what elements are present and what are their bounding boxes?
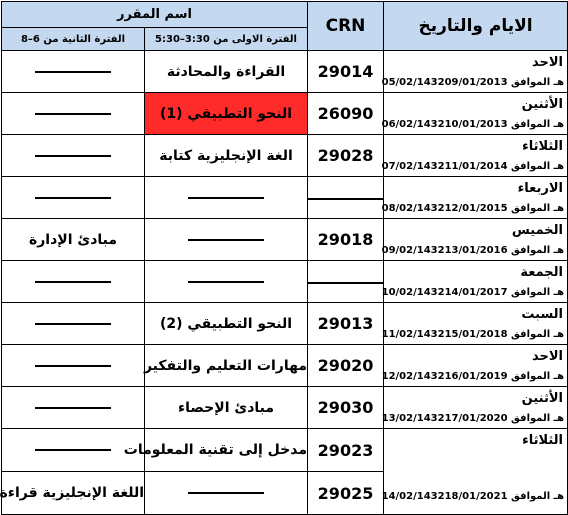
table-row [2, 261, 568, 303]
empty-dash [35, 155, 111, 157]
crn-cell: 29018 [308, 219, 384, 261]
day-date-cell [381, 219, 568, 261]
crn-cell: 29023 [308, 429, 384, 472]
empty-dash [35, 281, 111, 283]
header-crn: CRN [308, 2, 384, 51]
day-name: الاربعاء [517, 181, 564, 196]
period-1-course: القراءة والمحادثة [145, 51, 308, 93]
day-date: 12/02/1432هـ الموافق 16/01/2019 [381, 371, 565, 382]
day-date-cell [381, 135, 568, 177]
empty-dash [188, 492, 264, 494]
period-2-course [2, 261, 145, 303]
table-row [2, 135, 568, 177]
period-1-course [145, 177, 308, 219]
day-date: 10/02/1432هـ الموافق 14/01/2017 [381, 287, 565, 298]
day-date-cell [381, 303, 568, 345]
table-row [2, 345, 568, 387]
empty-dash [35, 365, 111, 367]
crn-cell: 29028 [308, 135, 384, 177]
period-2-course [2, 93, 145, 135]
day-name: الثلاثاء [522, 139, 564, 154]
day-name: الجمعة [520, 265, 564, 280]
day-date-cell [381, 345, 568, 387]
crn-cell [308, 177, 384, 219]
period-1-course: الغة الإنجليزية كتابة [145, 135, 308, 177]
period-1-course: مدخل إلى تقنية المعلومات [145, 429, 308, 472]
day-date-cell [381, 261, 568, 303]
day-date: 11/02/1432هـ الموافق 15/01/2018 [381, 329, 565, 340]
day-date: 14/02/1432هـ الموافق 18/01/2021 [381, 491, 565, 502]
period-2-course [2, 303, 145, 345]
table-row [2, 177, 568, 219]
empty-dash [308, 282, 384, 284]
period-1-course: النحو التطبيقي (1) [145, 93, 308, 135]
empty-dash [35, 323, 111, 325]
period-2-course [2, 135, 145, 177]
header-period-2: الفترة الثانية من 6–8 [2, 28, 145, 51]
empty-dash [188, 239, 264, 241]
day-name: السبت [521, 307, 564, 322]
period-2-course: مبادئ الإدارة [2, 219, 145, 261]
empty-dash [188, 281, 264, 283]
crn-cell: 26090 [308, 93, 384, 135]
period-1-course [145, 472, 308, 515]
crn-cell: 29014 [308, 51, 384, 93]
period-2-course: اللغة الإنجليزية قراءة [2, 472, 145, 515]
day-name: الأثنين [521, 97, 564, 112]
empty-dash [35, 197, 111, 199]
day-date: 05/02/1432هـ الموافق 09/01/2013 [381, 77, 565, 88]
day-name: الأثنين [521, 391, 564, 406]
empty-dash [35, 407, 111, 409]
day-name: الاحد [532, 349, 564, 364]
crn-cell: 29025 [308, 472, 384, 515]
day-date: 09/02/1432هـ الموافق 13/01/2016 [381, 245, 565, 256]
day-date-cell [381, 177, 568, 219]
period-1-course: مهارات التعليم والتفكير [145, 345, 308, 387]
period-1-course: مبادئ الإحصاء [145, 387, 308, 429]
crn-cell: 29013 [308, 303, 384, 345]
day-date-cell [381, 429, 568, 515]
period-2-course [2, 345, 145, 387]
day-name: الاحد [532, 55, 564, 70]
crn-cell [308, 261, 384, 303]
period-1-course [145, 219, 308, 261]
period-1-course [145, 261, 308, 303]
period-2-course [2, 51, 145, 93]
day-date-cell [381, 93, 568, 135]
table-row [2, 387, 568, 429]
empty-dash [35, 113, 111, 115]
table-row [2, 93, 568, 135]
table-row [2, 219, 568, 261]
day-name: الثلاثاء [522, 433, 564, 448]
table-row [2, 51, 568, 93]
period-1-course: النحو التطبيقي (2) [145, 303, 308, 345]
empty-dash [188, 197, 264, 199]
table-row [2, 429, 568, 472]
header-row-1 [2, 2, 568, 28]
day-date-cell [381, 51, 568, 93]
day-date: 07/02/1432هـ الموافق 11/01/2014 [381, 161, 565, 172]
header-days-dates: الايام والتاريخ [384, 2, 568, 51]
header-course-name: اسم المقرر [2, 2, 308, 28]
schedule-table [1, 1, 568, 515]
period-2-course [2, 387, 145, 429]
header-period-1: الفترة الاولى من 3:30–5:30 [145, 28, 308, 51]
crn-cell: 29020 [308, 345, 384, 387]
day-date: 13/02/1432هـ الموافق 17/01/2020 [381, 413, 565, 424]
empty-dash [35, 71, 111, 73]
crn-cell: 29030 [308, 387, 384, 429]
day-name: الخميس [511, 223, 564, 238]
table-row [2, 303, 568, 345]
empty-dash [35, 449, 111, 451]
day-date: 06/02/1432هـ الموافق 10/01/2013 [381, 119, 565, 130]
empty-dash [308, 198, 384, 200]
day-date-cell [381, 387, 568, 429]
period-2-course [2, 177, 145, 219]
day-date: 08/02/1432هـ الموافق 12/01/2015 [381, 203, 565, 214]
